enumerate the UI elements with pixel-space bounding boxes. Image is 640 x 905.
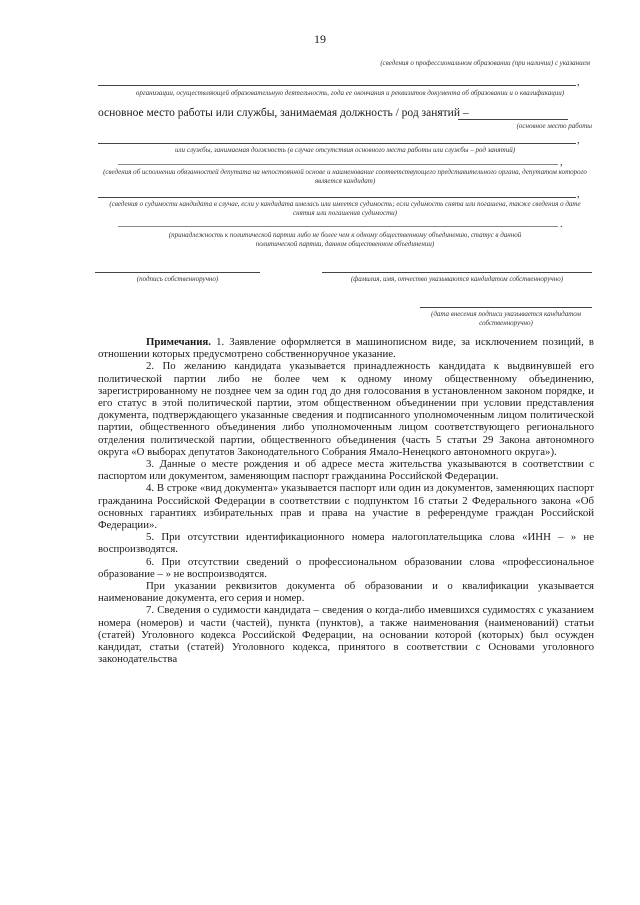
hint-deputy: (сведения об исполнении обязанностей депутата на непостоянной основе и наименование соответствующего представительного органа, депутатом которого является кандидат) [103, 168, 587, 185]
hint-signature: (подпись собственноручно) [136, 275, 219, 283]
hint-education-end: организации, осуществляющей образовательную деятельность, года ее окончания и реквизитов документа об образовании и о квалификации) [135, 89, 565, 97]
note-4: 4. В строке «вид документа» указывается паспорт или один из документов, заменяющих паспорт гражданина Российской Федерации в соответствии с подпунктом 16 статьи 2 Федерального закона «Об основных гарантиях избирательных прав и права на участие в референдуме граждан Российской Федерации». [98, 482, 594, 532]
note-3: 3. Данные о месте рождения и об адресе места жительства указываются в соответствии с паспортом или документом, заменяющим паспорт гражданина Российской Федерации. [98, 458, 594, 483]
note-2: 2. По желанию кандидата указывается принадлежность кандидата к выдвинувшей его политической партии либо не более чем к одному иному общественному объединению, зарегистрированному не позднее чем за один год до дня голосования в установленном законом порядке, и его статус в этой политической партии, этом общественном объединении при условии представления документа, подтверждающего указанные сведения и подписанного уполномоченным лицом политической партии, общественного объединения либо уполномоченным лицом соответствующего регионального отделения политической партии, общественного объединения (часть 5 статьи 29 Закона автономного округа «О выборах депутатов Законодательного Собрания Ямало-Ненецкого автономного округа»). [98, 360, 594, 458]
hint-fullname: (фамилия, имя, отчество указываются кандидатом собственноручно) [350, 275, 564, 283]
note-7: 7. Сведения о судимости кандидата – сведения о когда-либо имевшихся судимостях с указанием номера (номеров) и части (частей), пункта (пунктов), а также наименования (наименований) статьи (статей) Уголовного кодекса Российской Федерации, на основании которой (которых) был осужден кандидат, статьи (статей) Уголовного кодекса, принятого в соответствии с Основами уголовного законодательства [98, 604, 594, 666]
note-6-details: При указании реквизитов документа об образовании и о квалификации указывается наименование документа, его серия и номер. [98, 580, 594, 605]
note-1: Примечания. 1. Заявление оформляется в машинописном виде, за исключением позиций, в отношении которых предусмотрено собственноручное указание. [98, 336, 594, 361]
signature-fill-line[interactable] [95, 272, 260, 273]
work-label: основное место работы или службы, занимаемая должность / род занятий – [98, 107, 469, 119]
deputy-comma: , [560, 157, 563, 168]
work-fill-line-short[interactable] [458, 119, 568, 120]
deputy-fill-line[interactable] [118, 164, 558, 165]
work-comma: , [577, 135, 580, 146]
fullname-fill-line[interactable] [322, 272, 592, 273]
notes-section [98, 336, 594, 665]
note-6: 6. При отсутствии сведений о профессиональном образовании слова «профессиональное образование – » не воспроизводятся. [98, 555, 594, 580]
conviction-comma: , [577, 189, 580, 200]
party-fill-line[interactable] [118, 226, 558, 227]
blank-area [0, 762, 640, 905]
hint-education-start: (сведения о профессиональном образовании (при наличии) с указанием [380, 59, 590, 67]
notes-heading: Примечания. [146, 336, 211, 348]
party-period: . [560, 219, 563, 230]
hint-work-end: или службы, занимаемая должность (в случае отсутствия основного места работы или службы – род занятий) [174, 146, 516, 154]
conviction-fill-line[interactable] [98, 197, 576, 198]
education-comma: , [577, 77, 580, 88]
page-number: 19 [314, 32, 326, 46]
date-fill-line[interactable] [420, 307, 592, 308]
education-fill-line[interactable] [98, 85, 576, 86]
hint-conviction: (сведения о судимости кандидата в случае, если у кандидата имелась или имеется судимость; если судимость снята или погашена, также сведения о дате снятия или погашения судимости) [109, 200, 581, 217]
hint-party: (принадлежность к политической партии либо не более чем к одному общественному объединению, статус в данной политической партии, данном общественном объединении) [168, 231, 522, 248]
hint-date: (дата внесения подписи указывается кандидатом собственноручно) [431, 310, 581, 327]
work-fill-line[interactable] [98, 143, 576, 144]
note-5: 5. При отсутствии идентификационного номера налогоплательщика слова «ИНН – » не воспроизводятся. [98, 531, 594, 556]
hint-work-start: (основное место работы [516, 122, 592, 130]
